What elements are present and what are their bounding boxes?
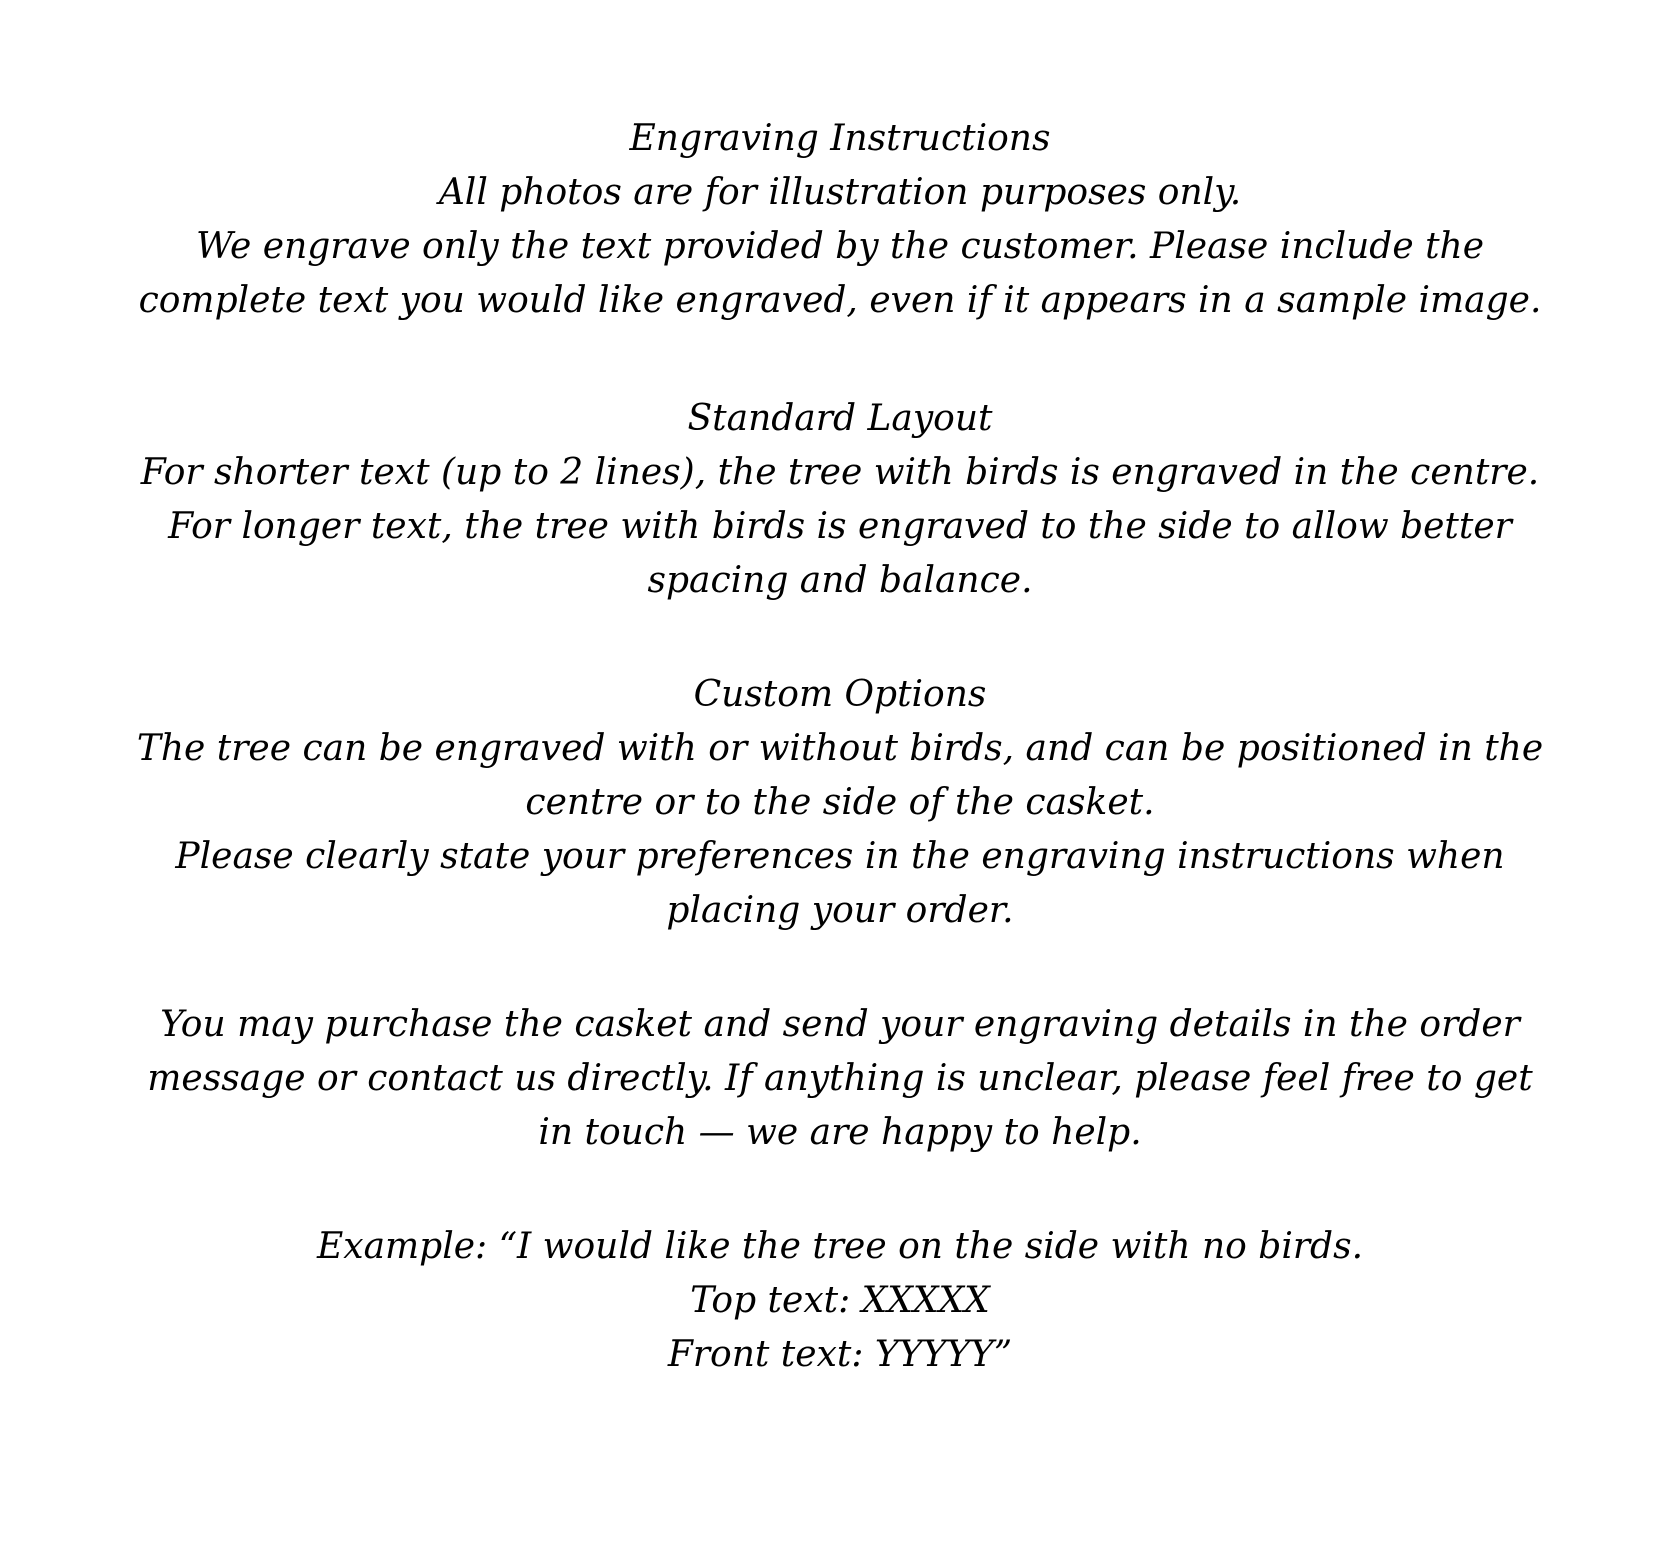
intro-section <box>0 112 1680 328</box>
standard-layout-line: spacing and balance. <box>647 560 1033 601</box>
custom-options-line: placing your order. <box>666 890 1014 931</box>
custom-options-line: The tree can be engraved with or without birds, and can be positioned in the <box>136 728 1544 769</box>
example-line: Top text: XXXXX <box>690 1280 990 1321</box>
custom-options-line: centre or to the side of the casket. <box>525 782 1155 823</box>
example-line: Front text: YYYYY” <box>667 1334 1013 1375</box>
purchase-note-line: You may purchase the casket and send your engraving details in the order <box>160 1004 1520 1045</box>
standard-layout-line: For longer text, the tree with birds is engraved to the side to allow better <box>168 506 1512 547</box>
section-heading: Standard Layout <box>687 398 993 439</box>
example-line: Example: “I would like the tree on the side with no birds. <box>316 1226 1364 1267</box>
custom-options-section <box>0 668 1680 938</box>
purchase-note-section <box>0 998 1680 1160</box>
intro-line: We engrave only the text provided by the customer. Please include the <box>195 226 1485 267</box>
standard-layout-section <box>0 392 1680 608</box>
intro-line: All photos are for illustration purposes only. <box>438 172 1242 213</box>
section-heading: Custom Options <box>693 674 987 715</box>
purchase-note-line: in touch — we are happy to help. <box>538 1112 1142 1153</box>
document-title: Engraving Instructions <box>629 118 1051 159</box>
example-section <box>0 1220 1680 1382</box>
purchase-note-line: message or contact us directly. If anything is unclear, please feel free to get <box>147 1058 1533 1099</box>
engraving-instructions-document <box>0 112 1680 1382</box>
custom-options-line: Please clearly state your preferences in the engraving instructions when <box>175 836 1505 877</box>
intro-line: complete text you would like engraved, even if it appears in a sample image. <box>138 280 1542 321</box>
standard-layout-line: For shorter text (up to 2 lines), the tree with birds is engraved in the centre. <box>140 452 1540 493</box>
